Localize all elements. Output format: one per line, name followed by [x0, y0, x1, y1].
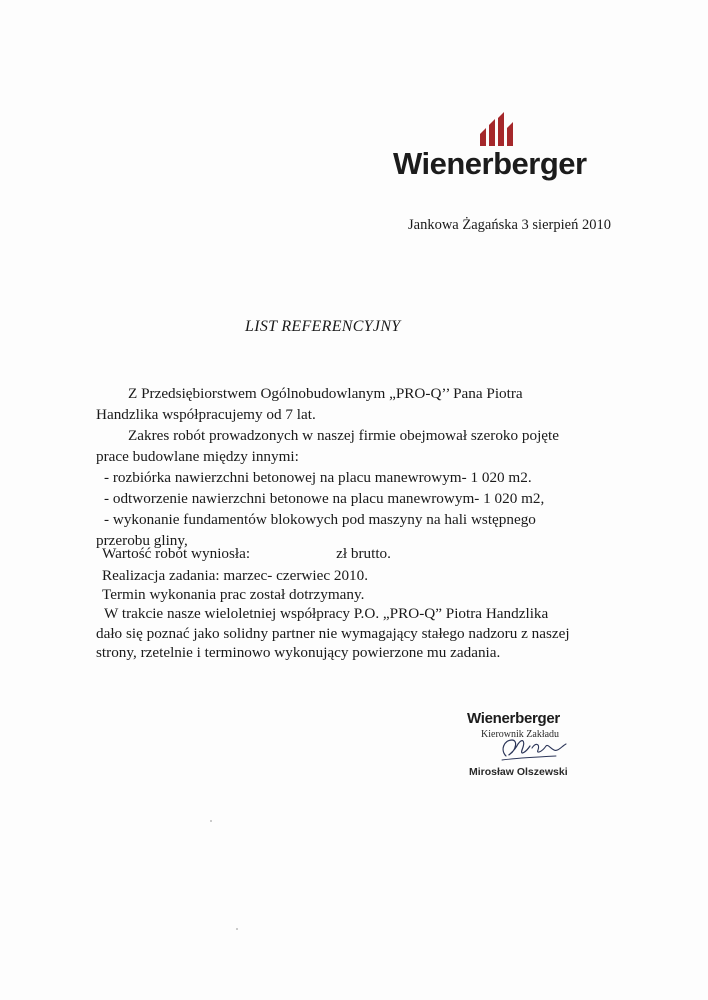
document-title: LIST REFERENCYJNY	[245, 318, 401, 335]
body-line: strony, rzetelnie i terminowo wykonujący powierzone mu zadania.	[96, 644, 501, 661]
letterhead-logo-text: Wienerberger	[393, 146, 587, 181]
body-line: W trakcie nasze wieloletniej współpracy P.O. „PRO-Q” Piotra Handzlika	[104, 605, 549, 622]
stamp-brand: Wienerberger	[467, 710, 560, 727]
body-line: Handzlika współpracujemy od 7 lat.	[96, 406, 316, 423]
scan-speck	[210, 820, 212, 822]
stamp-role: Kierownik Zakładu	[481, 729, 560, 740]
wienerberger-roofline-icon	[478, 110, 518, 146]
amount-line	[102, 544, 391, 563]
scan-speck	[236, 928, 238, 930]
body-line: - rozbiórka nawierzchni betonowej na placu manewrowym- 1 020 m2.	[104, 469, 532, 486]
body-line: - wykonanie fundamentów blokowych pod maszyny na hali wstępnego	[104, 511, 536, 528]
body-line: przerobu gliny,	[96, 532, 188, 549]
amount-label: Wartość robót wyniosła:	[102, 545, 251, 562]
body-line: Z Przedsiębiorstwem Ogólnobudowlanym „PRO-Q’’ Pana Piotra	[128, 385, 523, 402]
body-line: dało się poznać jako solidny partner nie wymagający stałego nadzoru z naszej	[96, 625, 570, 642]
body-line: Termin wykonania prac został dotrzymany.	[102, 586, 365, 603]
body-line: - odtworzenie nawierzchni betonowe na placu manewrowym- 1 020 m2,	[104, 490, 545, 507]
stamp-name: Mirosław Olszewski	[469, 766, 568, 778]
body-line: Zakres robót prowadzonych w naszej firmie obejmował szeroko pojęte	[128, 427, 560, 444]
body-line: Realizacja zadania: marzec- czerwiec 2010.	[102, 567, 369, 584]
handwritten-signature	[496, 730, 576, 766]
body-line: prace budowlane między innymi:	[96, 448, 299, 465]
date-place-line: Jankowa Żagańska 3 sierpień 2010	[408, 217, 611, 233]
amount-suffix: zł brutto.	[336, 545, 391, 562]
